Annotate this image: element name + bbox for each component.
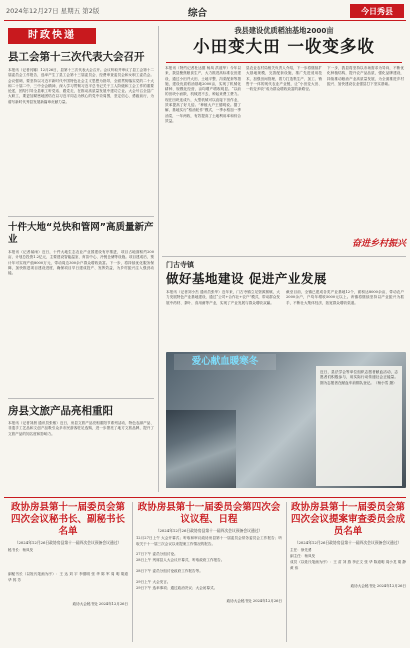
notice-1-line: 秘书长：杨凤发	[8, 548, 34, 553]
feature-body-c: 下一步，我县将坚持以市场需求为导向，不断优化种植结构，提升农产品品质，强化品牌建设，持续推动粮油产业高质量发展，为全面推进乡村振兴、加快建设农业强县打下坚实基础。	[327, 66, 404, 86]
feature-slogan: 奋进乡村振兴	[351, 239, 406, 249]
notice-2-line: 28日上午 列席县人大会议开幕式，听取政府工作报告。	[136, 558, 225, 563]
middle-body-b: 截至目前，全镇已建成各类产业基地12个，面积达8000余亩，带动农户2000余户，户均年增收5000元以上。该镇将继续坚持以产业振兴为抓手，不断壮大集体经济，拓宽群众增收渠道。	[286, 290, 404, 305]
divider	[8, 216, 154, 217]
person-silhouette	[166, 410, 236, 488]
feature-rule	[166, 62, 402, 63]
story2-title: 十件大地“兑快和管网”高质量新产业	[8, 222, 154, 245]
notices-top-rule	[4, 497, 406, 498]
story3-title: 房县文旅产品亮相重阳	[8, 405, 113, 417]
feature-title: 小田变大田 一收变多收	[193, 37, 375, 56]
middle-body-a: 本报讯（记者刘小杰 通讯员张华）近年来，门古寺镇立足资源禀赋，大力发展特色产业基地建设，通过“公司+合作社+农户”模式，带动群众发展中药材、茶叶、食用菌等产业，实现了产业发展与群众增收双赢。	[166, 290, 280, 305]
notice-2-footer: 政协大会秘书处 2024年12月26日	[226, 599, 282, 604]
notice-secretaries	[8, 502, 128, 642]
story1-body: 本报讯（记者闫娜）12月26日，县第十三次代表大会召开。会议听取并审议了县工会第十二届委员会工作报告，选举产生了县工会第十三届委员会、经费审查委员会和女职工委员会。会议强调，要坚持以习近平新时代中国特色社会主义思想为指导，全面贯彻落实党的二十大和二十届二中、三中全会精神，深入学习贯彻习近平总书记关于工人阶级和工会工作的重要论述，团结引导全县职工听党话、跟党走，在推动高质量发展中建功立业。大会号召全县广大职工，要更加紧密地团结在以习近平同志为核心的党中央周围，坚定信心、勇毅前行，为谱写新时代秀县发展新篇章贡献力量。	[8, 68, 154, 104]
news-brief-banner: 时政快递	[8, 28, 96, 44]
notice-3-subtitle: （2024年12月26日政协房县第十一届四次会议预备会议通过）	[294, 540, 402, 545]
notice-1-line: 副秘书长（以姓氏笔画为序）：王 达 刘 宇 李德明 张 华 陈 军 周 明 胡道华 郭 芳	[8, 572, 128, 582]
notice-1-footer: 政协大会秘书处 2024年12月26日	[72, 602, 128, 607]
column-divider	[132, 502, 133, 642]
section-title: 综合	[188, 8, 208, 19]
feature-body-a: 本报讯（特约记者杜达德 杨凤 洪道华）今年以来，我县聚焦粮食生产，大力推进高标准农田建设，通过小田并大田、土地平整、沟渠配套等措施，建设优质稻油基地2000亩，实现了机械化耕种、规模化经营，亩均增产增收明显。“以前的田块小而散，机械进不去，种起来费工费力。现在田块连成片，大型机械可以直接下田作业，效率提高了好几倍。”种植大户王德明说。据了解，基地实行“稻油轮作”模式，一季水稻加一季油菜，一年两收，有效提高了土地利用率和综合效益。	[165, 66, 241, 123]
notice-2-line: 12月27日上午 大会开幕式；听取和审议政协房县第十一届委员会常务委员会工作报告；听取关于十一届三次会议以来提案工作情况的报告。	[136, 536, 282, 546]
masthead-logo: 今日秀县	[350, 4, 404, 18]
notice-1-title: 政协房县第十一届委员会第四次会议秘书长、副秘书长名单	[10, 502, 125, 537]
story3-body: 本报讯（记者刘晨 通讯员张敏）近日，房县文旅产品亮相重阳节系列活动，特色农副产品、非遗手工艺品和文创产品吸引众多市民游客驻足选购，进一步擦亮了地方文旅品牌，提升了文旅产品的知名度和影响力。	[8, 421, 154, 436]
notice-3-line: 成员（以姓氏笔画为序）：王 苗 刘 燕 李正文 张 华 陈道明 周小龙 胡 静 黄 伟	[290, 560, 406, 570]
divider	[162, 256, 406, 257]
notice-2-line: 27日下午 委员分组讨论。	[136, 552, 178, 557]
notice-3-line: 副主任：杨凤发	[290, 554, 316, 559]
notice-2-subtitle: （2024年12月26日政协房县第十一届四次会议预备会议通过）	[155, 528, 263, 533]
middle-title: 做好基地建设 促进产业发展	[166, 271, 327, 286]
feature-body-b: 县农业农村局相关负责人介绍，下一步将继续扩大基地规模，完善配套设施，推广先进适用技术，加强田间管理，着力打造集生产、加工、销售于一体的现代农业产业链，让“小田变大田、一收变多收”成为群众增收致富的新路径。	[246, 66, 322, 92]
notice-3-line: 主任：徐先勇	[290, 548, 312, 553]
divider	[8, 398, 154, 399]
notice-proposal-committee	[290, 502, 406, 642]
issue-date: 2024年12月27日 星期五 第2版	[6, 7, 100, 15]
photo-caption-box	[316, 366, 402, 486]
blood-donation-photo	[166, 352, 406, 488]
notice-3-footer: 政协大会秘书处 2024年12月26日	[350, 584, 406, 589]
notice-2-line: 29日上午 大会发言。	[136, 580, 171, 585]
photo-headline: 爱心献血暖寒冬	[174, 354, 276, 370]
notice-3-title: 政协房县第十一届委员会第四次会议提案审查委员会成员名单	[290, 502, 405, 537]
feature-kicker: 我县建设优质稻油基地2000亩	[234, 26, 334, 35]
notice-1-subtitle: （2024年12月26日政协房县第十一届四次会议预备会议通过）	[14, 540, 122, 545]
notice-agenda	[136, 502, 282, 642]
header-rule	[4, 20, 406, 21]
column-divider	[158, 26, 159, 492]
story1-title: 县工会第十三次代表大会召开	[8, 51, 145, 63]
notice-2-title: 政协房县第十一届委员会第四次会议议程、日程	[137, 502, 281, 525]
column-divider	[286, 502, 287, 642]
middle-kicker: 门古寺镇	[166, 261, 194, 269]
photo-caption: 近日，县法学会等单位组织志愿者献血活动，志愿者们积极参与，用实际行动传递社会正能量。图为志愿者在献血车前排队登记。（杨小雪 摄）	[320, 370, 398, 385]
story2-body: 本报讯（记者郝雨）近日，十件大地生态农业产业园建设有序推进，项目占地面积约200亩，计划总投资1.2亿元，主要建设智能温室、育苗中心、冷链仓储等设施。项目建成后，预计年可实现产值8000万元，带动周边300余户群众增收致富。下一步，将持续优化服务保障，加快推进项目建设进度，确保项目早日建成投产、发挥效益，为乡村振兴注入强劲动能。	[8, 250, 154, 276]
notice-2-line: 28日下午 委员分组讨论政府工作报告等。	[136, 569, 203, 574]
notice-2-line: 29日下午 选举事项；通过政治决议；大会闭幕式。	[136, 586, 218, 591]
